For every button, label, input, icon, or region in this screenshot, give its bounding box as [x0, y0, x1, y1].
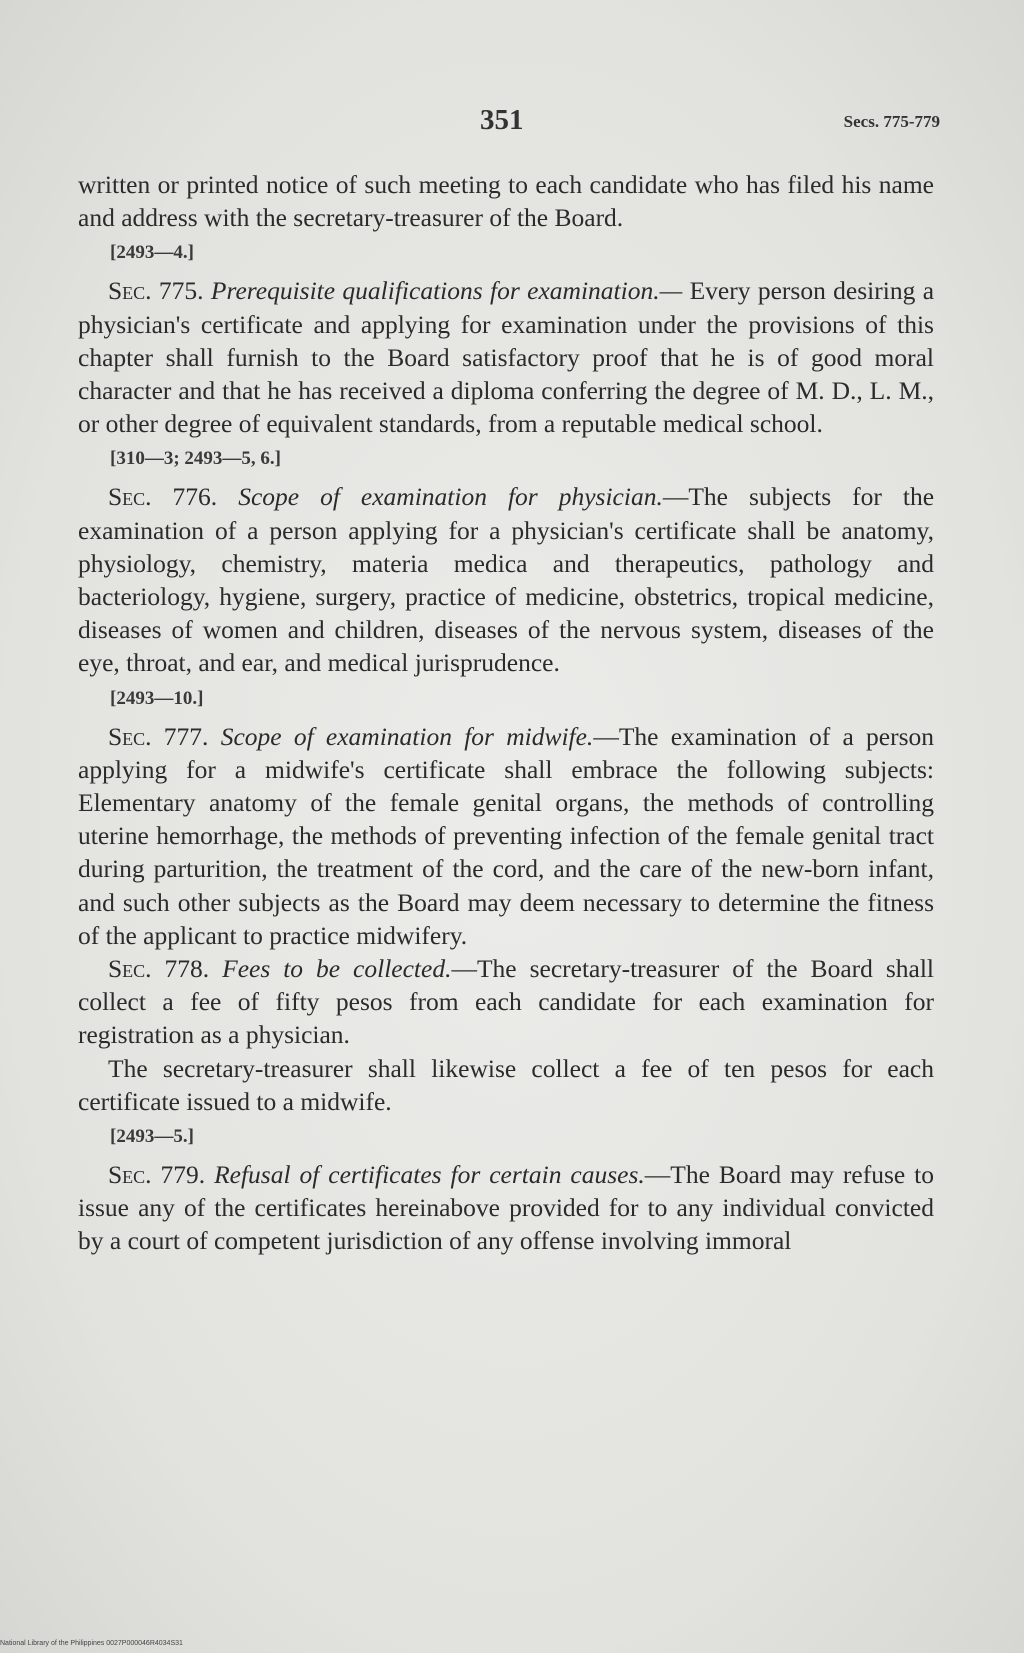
opening-paragraph: written or printed notice of such meeting to each candidate who has filed his name and address with the secretary-treasurer of the Board. [78, 170, 934, 233]
citation: [2493—4.] [110, 242, 194, 264]
section-catchline: Scope of examination for physician. [238, 482, 663, 512]
section-catchline: Prerequisite qualifications for examination.— [210, 276, 683, 306]
section-catchline: Fees to be collected. [222, 954, 452, 984]
section-range: Secs. 775-779 [843, 112, 940, 131]
section-catchline: Scope of examination for midwife. [220, 721, 594, 751]
section-text: —The secretary-treasurer of the Board shall collect a fee of fifty pesos from each candidate for each examination for registration as a physician. [78, 954, 935, 1050]
section-777 [78, 720, 934, 952]
section-text: —The Board may refuse to issue any of the certificates hereinabove provided for to any individual convicted by a court of competent jurisdiction of any offense involving immoral [78, 1160, 935, 1256]
section-text: —The subjects for the examination of a person applying for a physician's certificate shall be anatomy, physiology, chemistry, materia medica and therapeutics, pathology and bacteriology, hygiene, surgery, practice of medicine, obstetrics, tropical medicine, diseases of women and children, diseases of the nervous system, diseases of the eye, throat, and ear, and medical jurisprudence. [78, 482, 935, 678]
citation: [310—3; 2493—5, 6.] [110, 448, 281, 470]
section-776 [78, 480, 934, 679]
page-number: 351 [480, 104, 524, 136]
section-label: Sec. 775. [108, 276, 204, 306]
section-779 [78, 1158, 934, 1258]
section-label: Sec. 776. [108, 482, 218, 512]
scan-stamp: National Library of the Philippines 0027P000046R4034S31 [0, 1640, 183, 1647]
section-label: Sec. 778. [108, 954, 210, 984]
section-label: Sec. 779. [108, 1160, 206, 1190]
section-text: Every person desiring a physician's certificate and applying for examination under the provisions of this chapter shall furnish to the Board satisfactory proof that he is of good moral character and that he has received a diploma conferring the degree of M. D., L. M., or other degree of equivalent standards, from a reputable medical school. [78, 276, 935, 439]
body-text [78, 168, 934, 1258]
section-text: —The examination of a person applying for a midwife's certificate shall embrace the following subjects: Elementary anatomy of the female genital organs, the methods of controlling uterine hemorrhage, the methods of preventing infection of the female genital tract during parturition, the treatment of the cord, and the care of the new-born infant, and such other subjects as the Board may deem necessary to determine the fitness of the applicant to practice midwifery. [78, 721, 935, 950]
section-775 [78, 274, 934, 440]
section-label: Sec. 777. [108, 721, 209, 751]
citation: [2493—5.] [110, 1126, 194, 1148]
running-head [80, 104, 940, 144]
section-778 [78, 952, 934, 1052]
section-778-paragraph-2: The secretary-treasurer shall likewise collect a fee of ten pesos for each certificate issued to a midwife. [78, 1053, 934, 1116]
citation: [2493—10.] [110, 687, 204, 709]
section-catchline: Refusal of certificates for certain causes. [214, 1160, 645, 1190]
